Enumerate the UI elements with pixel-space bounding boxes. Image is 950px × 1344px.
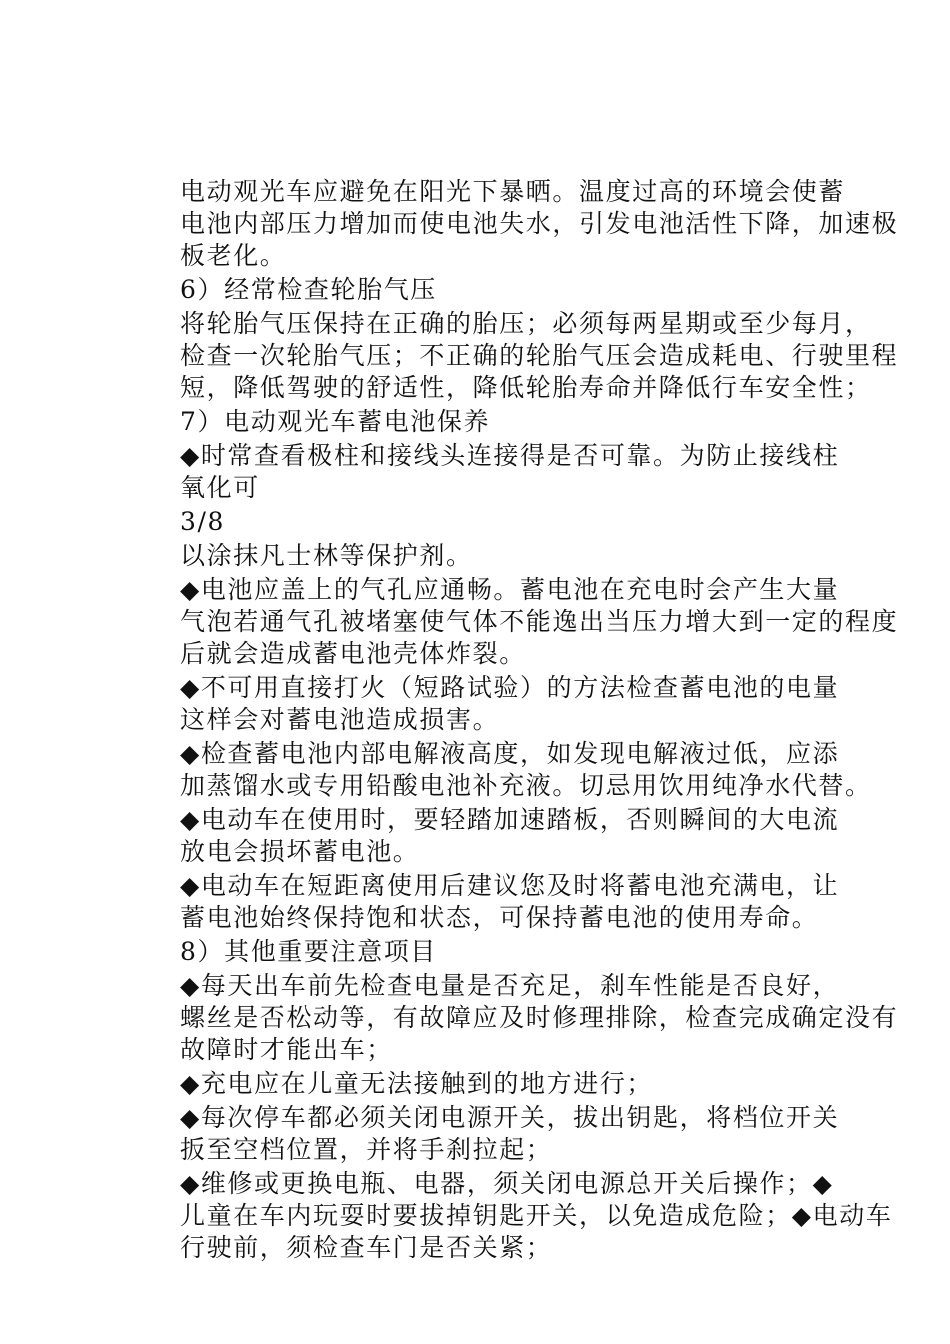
text-line: 行驶前，须检查车门是否关紧； [180,1233,553,1262]
text-line: 后就会造成蓄电池壳体炸裂。 [180,639,526,668]
text-line: ◆每次停车都必须关闭电源开关，拔出钥匙，将档位开关 [180,1103,840,1132]
text-line: 儿童在车内玩耍时要拔掉钥匙开关，以免造成危险；◆电动车 [180,1201,893,1230]
text-line: 气泡若通气孔被堵塞使气体不能逸出当压力增大到一定的程度 [180,607,899,636]
text-line: 板老化。 [180,241,287,270]
section-heading-other-notes [130,936,850,968]
bullet-terminal-check [130,440,850,504]
text-line: 7）电动观光车蓄电池保养 [180,407,491,436]
text-line: 放电会损坏蓄电池。 [180,837,420,866]
text-line: 检查一次轮胎气压；不正确的轮胎气压会造成耗电、行驶里程 [180,341,899,370]
text-line: ◆电动车在使用时，要轻踏加速踏板，否则瞬间的大电流 [180,805,840,834]
text-line: ◆检查蓄电池内部电解液高度，如发现电解液过低，应添 [180,739,840,768]
paragraph-sun-exposure [130,176,899,272]
text-line: 8）其他重要注意项目 [180,937,437,966]
bullet-gentle-acceleration [130,804,850,868]
paragraph-vaseline [130,540,850,572]
text-line: 以涂抹凡士林等保护剂。 [180,541,473,570]
text-line: 加蒸馏水或专用铅酸电池补充液。切忌用饮用纯净水代替。 [180,771,872,800]
text-line: ◆电池应盖上的气孔应通畅。蓄电池在充电时会产生大量 [180,575,840,604]
bullet-vent-holes [130,574,899,670]
text-line: 这样会对蓄电池造成损害。 [180,705,500,734]
text-line: 电动观光车应避免在阳光下暴晒。温度过高的环境会使蓄 [180,177,846,206]
text-line: 短，降低驾驶的舒适性，降低轮胎寿命并降低行车安全性； [180,373,872,402]
text-line: 故障时才能出车； [180,1035,393,1064]
bullet-pre-trip-check [130,970,899,1066]
text-line: 蓄电池始终保持饱和状态，可保持蓄电池的使用寿命。 [180,903,819,932]
bullet-recharge-promptly [130,870,850,934]
section-heading-tire-pressure [130,274,850,306]
text-line: ◆时常查看极柱和接线头连接得是否可靠。为防止接线柱 [180,441,840,470]
text-line: 6）经常检查轮胎气压 [180,275,437,304]
page-number [130,506,850,538]
text-line: 氧化可 [180,473,260,502]
paragraph-tire-pressure [130,308,899,404]
document-body [130,176,899,1264]
section-heading-battery-care [130,406,850,438]
bullet-electrolyte-level [130,738,872,802]
text-line: 3/8 [180,507,226,536]
bullet-no-short-circuit [130,672,850,736]
text-line: ◆每天出车前先检查电量是否充足，刹车性能是否良好， [180,971,840,1000]
text-line: 扳至空档位置，并将手刹拉起； [180,1135,553,1164]
bullet-maintenance-safety [130,1168,893,1264]
bullet-parking-procedure [130,1102,850,1166]
text-line: 电池内部压力增加而使电池失水，引发电池活性下降，加速极 [180,209,899,238]
text-line: ◆维修或更换电瓶、电器，须关闭电源总开关后操作；◆ [180,1169,834,1198]
text-line: ◆不可用直接打火（短路试验）的方法检查蓄电池的电量 [180,673,840,702]
text-line: ◆充电应在儿童无法接触到的地方进行； [180,1069,654,1098]
text-line: 螺丝是否松动等，有故障应及时修理排除，检查完成确定没有 [180,1003,899,1032]
text-line: 将轮胎气压保持在正确的胎压；必须每两星期或至少每月， [180,309,872,338]
bullet-charging-location [130,1068,850,1100]
text-line: ◆电动车在短距离使用后建议您及时将蓄电池充满电，让 [180,871,840,900]
